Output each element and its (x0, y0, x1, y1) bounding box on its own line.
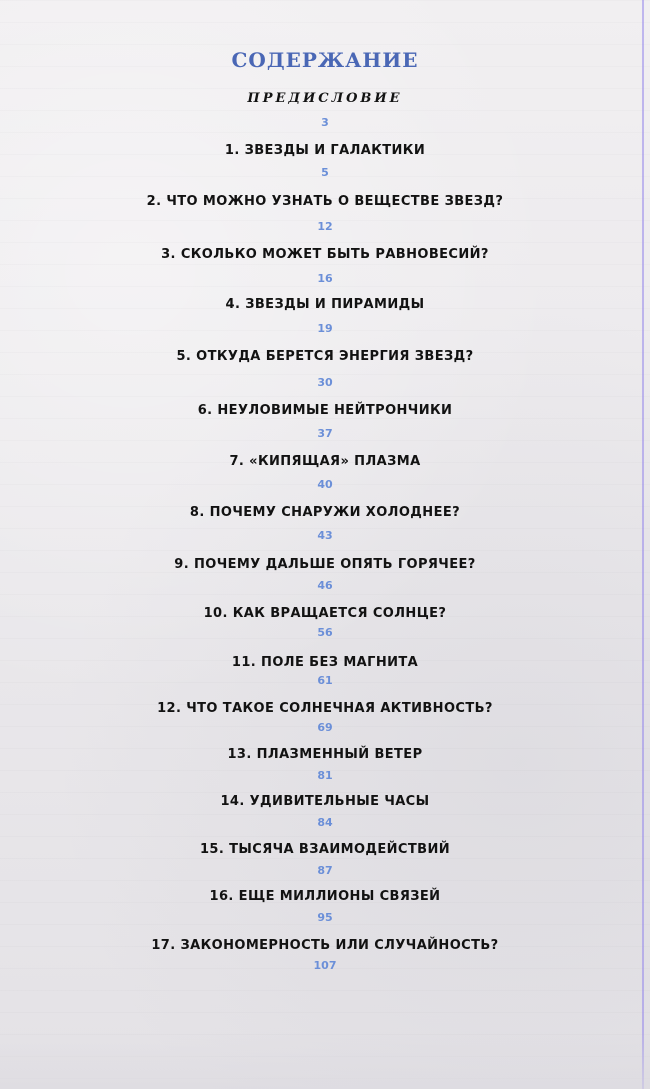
toc-page-number: 61 (317, 674, 333, 687)
toc-page-number: 84 (317, 816, 333, 829)
toc-entry: 4. ЗВЕЗДЫ И ПИРАМИДЫ (225, 297, 425, 312)
toc-page-number: 56 (317, 626, 333, 639)
toc-page-number: 37 (317, 427, 333, 440)
toc-page-number: 46 (317, 579, 333, 592)
toc-entry: 14. УДИВИТЕЛЬНЫЕ ЧАСЫ (220, 794, 430, 809)
toc-entry: 12. ЧТО ТАКОЕ СОЛНЕЧНАЯ АКТИВНОСТЬ? (157, 701, 493, 716)
toc-entry: 13. ПЛАЗМЕННЫЙ ВЕТЕР (227, 747, 423, 762)
toc-entry: 1. ЗВЕЗДЫ И ГАЛАКТИКИ (224, 143, 426, 158)
preface-page-number: 3 (321, 116, 329, 129)
page-edge-line (642, 0, 644, 1089)
toc-entry: 7. «КИПЯЩАЯ» ПЛАЗМА (229, 454, 421, 469)
preface-heading: ПРЕДИСЛОВИЕ (247, 91, 403, 106)
page-bottom-shading (0, 1031, 650, 1089)
toc-entry: 9. ПОЧЕМУ ДАЛЬШЕ ОПЯТЬ ГОРЯЧЕЕ? (174, 557, 476, 572)
toc-page-number: 107 (313, 959, 337, 972)
toc-entry: 2. ЧТО МОЖНО УЗНАТЬ О ВЕЩЕСТВЕ ЗВЕЗД? (146, 194, 504, 209)
toc-page-number: 30 (317, 376, 333, 389)
toc-page-number: 43 (317, 529, 333, 542)
toc-entry: 15. ТЫСЯЧА ВЗАИМОДЕЙСТВИЙ (199, 842, 451, 857)
toc-page-number: 40 (317, 478, 333, 491)
toc-entry: 16. ЕЩЕ МИЛЛИОНЫ СВЯЗЕЙ (209, 889, 441, 904)
toc-page-number: 16 (317, 272, 333, 285)
toc-page-number: 95 (317, 911, 333, 924)
toc-entry: 11. ПОЛЕ БЕЗ МАГНИТА (231, 655, 419, 670)
toc-page-number: 87 (317, 864, 333, 877)
toc-entry: 3. СКОЛЬКО МОЖЕТ БЫТЬ РАВНОВЕСИЙ? (161, 247, 489, 262)
toc-page-number: 12 (317, 220, 333, 233)
toc-entry: 17. ЗАКОНОМЕРНОСТЬ ИЛИ СЛУЧАЙНОСТЬ? (151, 938, 499, 953)
toc-entry: 6. НЕУЛОВИМЫЕ НЕЙТРОНЧИКИ (197, 403, 453, 418)
toc-page-number: 5 (321, 166, 329, 179)
toc-entry: 8. ПОЧЕМУ СНАРУЖИ ХОЛОДНЕЕ? (189, 505, 461, 520)
page-title: СОДЕРЖАНИЕ (231, 48, 419, 72)
toc-page-number: 81 (317, 769, 333, 782)
toc-page-number: 19 (317, 322, 333, 335)
toc-entry: 5. ОТКУДА БЕРЕТСЯ ЭНЕРГИЯ ЗВЕЗД? (176, 349, 474, 364)
toc-entry: 10. КАК ВРАЩАЕТСЯ СОЛНЦЕ? (203, 606, 447, 621)
toc-page-number: 69 (317, 721, 333, 734)
